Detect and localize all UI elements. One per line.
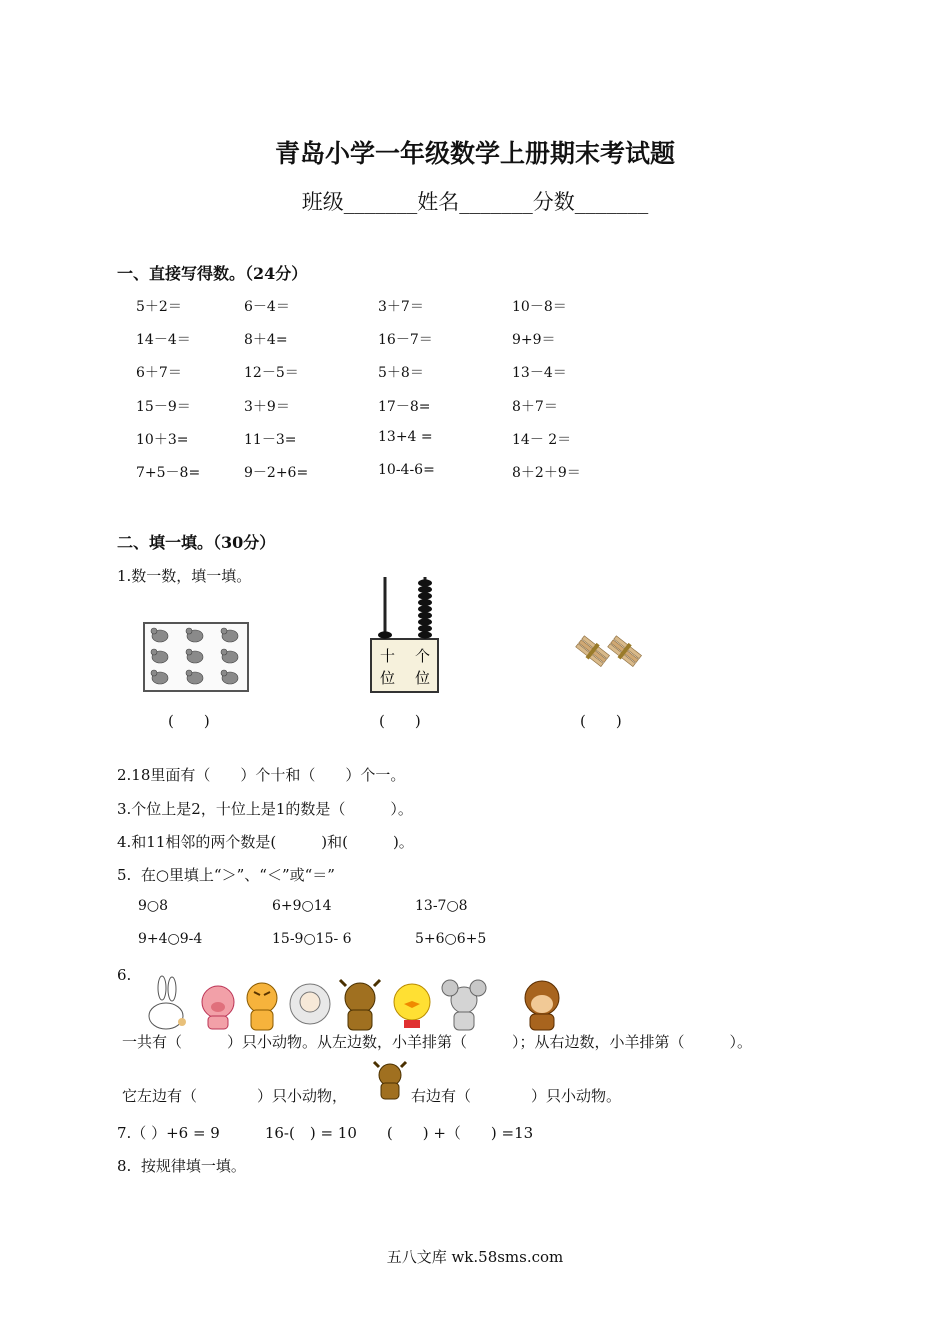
compare-item: 9○8	[138, 898, 169, 914]
student-info-line: 班级_______姓名_______分数_______	[301, 190, 649, 214]
calc-item: 3＋7＝	[378, 299, 424, 315]
ones-label-2: 位	[415, 669, 431, 687]
tens-label-2: 位	[380, 669, 396, 687]
calc-item: 6＋7＝	[136, 365, 182, 381]
tens-bead	[378, 631, 392, 638]
page-title: 青岛小学一年级数学上册期末考试题	[274, 139, 675, 168]
ones-label-1: 个	[415, 647, 431, 665]
calc-item: 5＋2＝	[136, 299, 182, 315]
calc-item: 9－2+6=	[244, 465, 309, 481]
calc-item: 10＋3=	[136, 432, 189, 448]
ones-bead	[418, 605, 432, 612]
ones-bead	[418, 618, 432, 625]
question-6: 6.	[117, 966, 132, 984]
chick-icon	[394, 984, 430, 1028]
section2-heading: 二、填一填。（30分）	[117, 533, 276, 552]
compare-item: 5+6○6+5	[415, 931, 487, 947]
question-1: 1.数一数，填一填。	[117, 567, 252, 585]
calc-item: 7+5－8=	[136, 465, 201, 481]
animal-row	[138, 976, 588, 1036]
stick-bundle	[574, 634, 610, 668]
compare-item: 15-9○15- 6	[272, 931, 352, 947]
question-3: 3.个位上是2，十位上是1的数是（ ）。	[117, 800, 413, 818]
question-6-line-1: 一共有（ ）只小动物。从左边数，小羊排第（ ）；从右边数，小羊排第（ ）。	[122, 1033, 753, 1051]
calc-item: 13－4＝	[512, 365, 567, 381]
cow-icon	[340, 980, 380, 1030]
stick-bundles	[572, 628, 648, 676]
ones-bead	[418, 579, 432, 586]
sheep-icon	[290, 984, 330, 1024]
question-7: 7.（ ）+6 = 9 16-( ) = 10 ( ) +（ ) =13	[117, 1124, 534, 1142]
question-6-line-2a: 它左边有（ ）只小动物，	[122, 1087, 348, 1105]
calc-item: 10－8＝	[512, 299, 567, 315]
calc-item: 8＋2＋9＝	[512, 465, 581, 481]
tens-label-1: 十	[380, 647, 396, 665]
calc-item: 15－9＝	[136, 399, 191, 415]
calc-item: 13+4 =	[378, 429, 433, 445]
tiger-icon	[247, 983, 277, 1030]
calc-item: 8＋4=	[244, 332, 288, 348]
ones-bead	[418, 586, 432, 593]
question-2: 2.18里面有（ ）个十和（ ）个一。	[117, 766, 406, 784]
question-5: 5. 在○里填上“＞”、“＜”或“＝”	[117, 866, 335, 884]
calc-item: 14－4＝	[136, 332, 191, 348]
compare-item: 13-7○8	[415, 898, 468, 914]
ones-bead	[418, 625, 432, 632]
calc-item: 8＋7＝	[512, 399, 558, 415]
calc-item: 6－4＝	[244, 299, 290, 315]
calc-item: 14－ 2＝	[512, 432, 572, 448]
stick-bundle	[606, 634, 642, 668]
calc-item: 5＋8＝	[378, 365, 424, 381]
ones-bead	[418, 592, 432, 599]
ones-bead	[418, 631, 432, 638]
section1-heading: 一、直接写得数。（24分）	[117, 264, 308, 283]
animal-count-card	[143, 622, 249, 692]
calc-item: 9+9＝	[512, 332, 556, 348]
calc-item: 11－3=	[244, 432, 297, 448]
answer-paren-2: ( )	[379, 712, 421, 730]
compare-item: 6+9○14	[272, 898, 332, 914]
calc-item: 16－7＝	[378, 332, 433, 348]
calc-item: 10-4-6=	[378, 462, 435, 478]
ones-bead	[418, 599, 432, 606]
question-4: 4.和11相邻的两个数是( )和( )。	[117, 833, 414, 851]
question-8: 8. 按规律填一填。	[117, 1157, 246, 1175]
rabbit-icon	[149, 976, 186, 1029]
compare-item: 9+4○9-4	[138, 931, 203, 947]
calc-item: 3＋9＝	[244, 399, 290, 415]
question-6-line-2b: 右边有（ ）只小动物。	[411, 1087, 622, 1105]
pig-icon	[202, 986, 234, 1029]
mouse-icon	[442, 980, 486, 1030]
cow-small-icon	[372, 1061, 408, 1101]
monkey-icon	[525, 981, 559, 1030]
footer-watermark: 五八文库 wk.58sms.com	[386, 1248, 564, 1266]
abacus	[370, 577, 440, 693]
answer-paren-3: ( )	[580, 712, 622, 730]
answer-paren-1: ( )	[168, 712, 210, 730]
calc-item: 12－5＝	[244, 365, 299, 381]
ones-bead	[418, 612, 432, 619]
calc-item: 17－8=	[378, 399, 431, 415]
